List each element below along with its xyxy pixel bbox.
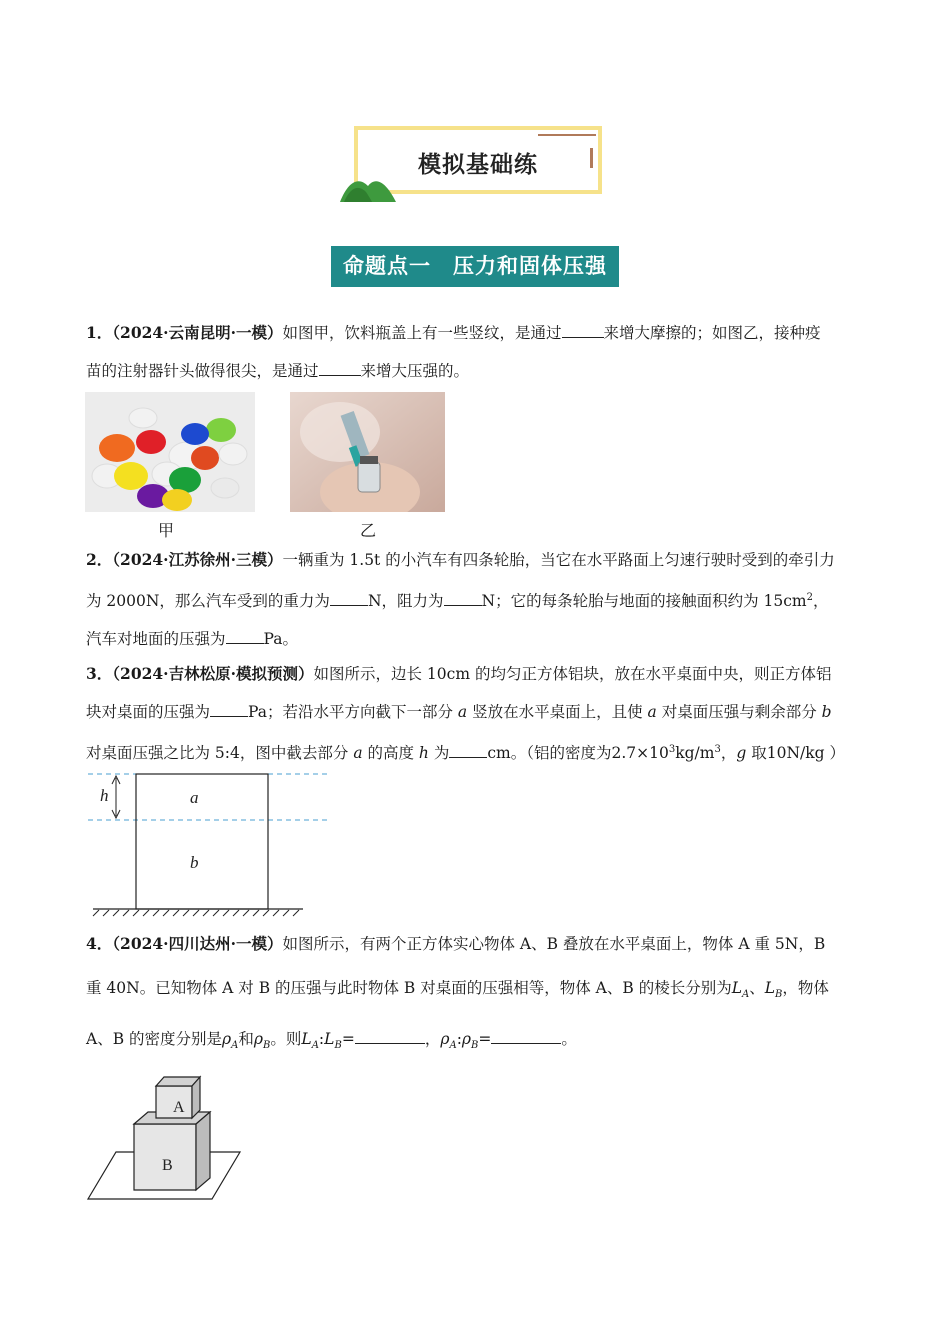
q1-source: （2024·云南昆明·一模）: [112, 323, 283, 342]
q2-line3-b: Pa。: [263, 630, 298, 649]
q3-line2-c: 竖放在水平桌面上，且使: [467, 703, 648, 721]
section-badge: 命题点一 压力和固体压强: [331, 246, 619, 287]
q4-rho-b-sub: B: [263, 1040, 271, 1052]
q4-source: （2024·四川达州·一模）: [112, 934, 283, 953]
bottle-caps-image: [85, 392, 255, 512]
q4-line3-b: 。则: [270, 1030, 302, 1049]
q4-and: 和: [238, 1030, 254, 1049]
q4-line2-a: 重 40N。已知物体 A 对 B 的压强与此时物体 B 对桌面的压强相等，物体 A、B 的棱长分别为: [86, 979, 732, 997]
q4-ratio-rho-b-sub: B: [471, 1040, 479, 1052]
q2-blank-1[interactable]: [330, 587, 368, 606]
q4-sep: 、: [749, 979, 765, 997]
q2-blank-3[interactable]: [226, 625, 264, 644]
q3-fig-label-b: b: [190, 853, 199, 872]
title-accent-bar: [590, 148, 593, 168]
q1-text-d: 来增大压强的。: [360, 362, 470, 380]
q3-var-a: a: [457, 703, 468, 721]
q3-line3-c: 为: [428, 744, 450, 763]
question-2: [86, 541, 876, 658]
q4-blank-2[interactable]: [491, 1025, 561, 1044]
q2-sup: 2: [806, 592, 813, 603]
q4-line1: 如图所示，有两个正方体实心物体 A、B 叠放在水平桌面上，物体 A 重 5N，B: [282, 935, 826, 953]
q3-line1: 如图所示，边长 10cm 的均匀正方体铝块，放在水平桌面中央，则正方体铝: [313, 665, 832, 683]
q4-ratio-colon: :: [318, 1030, 325, 1049]
q3-line3-d: cm。（铝的密度为: [487, 744, 612, 763]
q3-line3-h2: 取10N/kg ）: [746, 744, 845, 763]
q3-line3-a: 对桌面压强之比为 5:4，图中截去部分: [86, 744, 354, 763]
q2-line1: 一辆重为 1.5t 的小汽车有四条轮胎，当它在水平路面上匀速行驶时受到的牵引力: [282, 551, 835, 569]
q1-text-b: 来增大摩擦的；如图乙，接种疫: [603, 324, 821, 342]
q4-ratio-la: L: [301, 1030, 312, 1049]
q3-fig-label-h: h: [100, 786, 109, 805]
q3-var-b: b: [821, 703, 832, 721]
q2-line3-a: 汽车对地面的压强为: [86, 630, 226, 649]
q4-la-sub: A: [742, 989, 750, 1001]
q3-sup-2: 3: [714, 744, 721, 755]
q4-ratio-rho-a-sub: A: [449, 1040, 457, 1052]
q3-sup-1: 3: [668, 744, 676, 755]
q3-var-a-2: a: [647, 703, 657, 721]
question-4: [86, 922, 876, 1068]
q3-line3-g: ，: [720, 744, 737, 763]
q1-blank-2[interactable]: [319, 357, 361, 376]
q4-ratio-rho-a: ρ: [440, 1030, 450, 1049]
q3-fig-label-a: a: [190, 788, 199, 807]
q4-ratio-rho-b: ρ: [461, 1030, 472, 1049]
q4-la: L: [731, 979, 742, 997]
q1-text-c: 苗的注射器针头做得很尖，是通过: [86, 362, 319, 380]
q1-number: 1．: [86, 323, 113, 342]
q4-ratio-colon-2: :: [456, 1030, 462, 1049]
page-title: 模拟基础练: [418, 152, 538, 178]
q4-rho-a: ρ: [222, 1030, 232, 1049]
q4-comma: ，: [424, 1030, 441, 1049]
q3-number: 3．: [86, 664, 113, 683]
q3-line2-b: Pa；若沿水平方向截下一部分: [248, 703, 458, 721]
q3-var-g: g: [736, 744, 747, 763]
q4-fig-label-b: B: [162, 1157, 173, 1174]
q4-ratio-lb-sub: B: [334, 1040, 342, 1052]
q3-cube-diagram: [88, 768, 333, 920]
question-1: [86, 314, 876, 390]
q2-line2-b: N，阻力为: [367, 592, 444, 611]
q3-line2-a: 块对桌面的压强为: [86, 703, 211, 721]
q4-lb: L: [764, 979, 776, 997]
q3-line3-b: 的高度: [362, 744, 419, 763]
q4-rho-b: ρ: [253, 1030, 264, 1049]
q4-stacked-cubes-diagram: [86, 1072, 246, 1202]
q4-number: 4．: [86, 934, 113, 953]
q4-blank-1[interactable]: [355, 1025, 425, 1044]
q3-blank-2[interactable]: [449, 739, 487, 758]
q3-blank-1[interactable]: [210, 698, 248, 717]
q3-line2-d: 对桌面压强与剩余部分: [656, 703, 822, 721]
q1-blank-1[interactable]: [562, 319, 604, 338]
syringe-image: [290, 392, 445, 512]
q2-blank-2[interactable]: [444, 587, 482, 606]
q4-eq-1: =: [341, 1030, 355, 1049]
q4-eq-2: =: [478, 1030, 492, 1049]
q4-ratio-lb: L: [324, 1030, 335, 1049]
q3-var-a-3: a: [353, 744, 363, 763]
q1-caption-right: 乙: [360, 521, 377, 540]
q3-var-h: h: [418, 744, 429, 763]
question-3: [86, 655, 876, 772]
q4-rho-a-sub: A: [231, 1040, 239, 1052]
q2-line2-d: ，: [812, 592, 829, 611]
q2-line2-c: N；它的每条轮胎与地面的接触面积约为 15cm: [481, 592, 807, 611]
mountain-icon: [338, 168, 400, 204]
q4-line3-a: A、B 的密度分别是: [86, 1030, 223, 1049]
q4-lb-sub: B: [775, 989, 783, 1001]
q4-fig-label-a: A: [173, 1099, 185, 1116]
q1-text-a: 如图甲，饮料瓶盖上有一些竖纹，是通过: [282, 324, 562, 342]
q3-line3-e: 2.7×10: [611, 744, 669, 763]
q4-end: 。: [561, 1030, 577, 1049]
q4-ratio-la-sub: A: [311, 1040, 319, 1052]
q2-number: 2．: [86, 550, 113, 569]
q3-line3-f: kg/m: [675, 744, 715, 763]
q1-caption-left: 甲: [158, 521, 175, 540]
q4-line2-c: ，物体: [782, 979, 829, 997]
title-accent-line: [538, 134, 596, 136]
q3-source: （2024·吉林松原·模拟预测）: [112, 664, 314, 683]
q2-line2-a: 为 2000N，那么汽车受到的重力为: [86, 592, 330, 611]
q2-source: （2024·江苏徐州·三模）: [112, 550, 283, 569]
